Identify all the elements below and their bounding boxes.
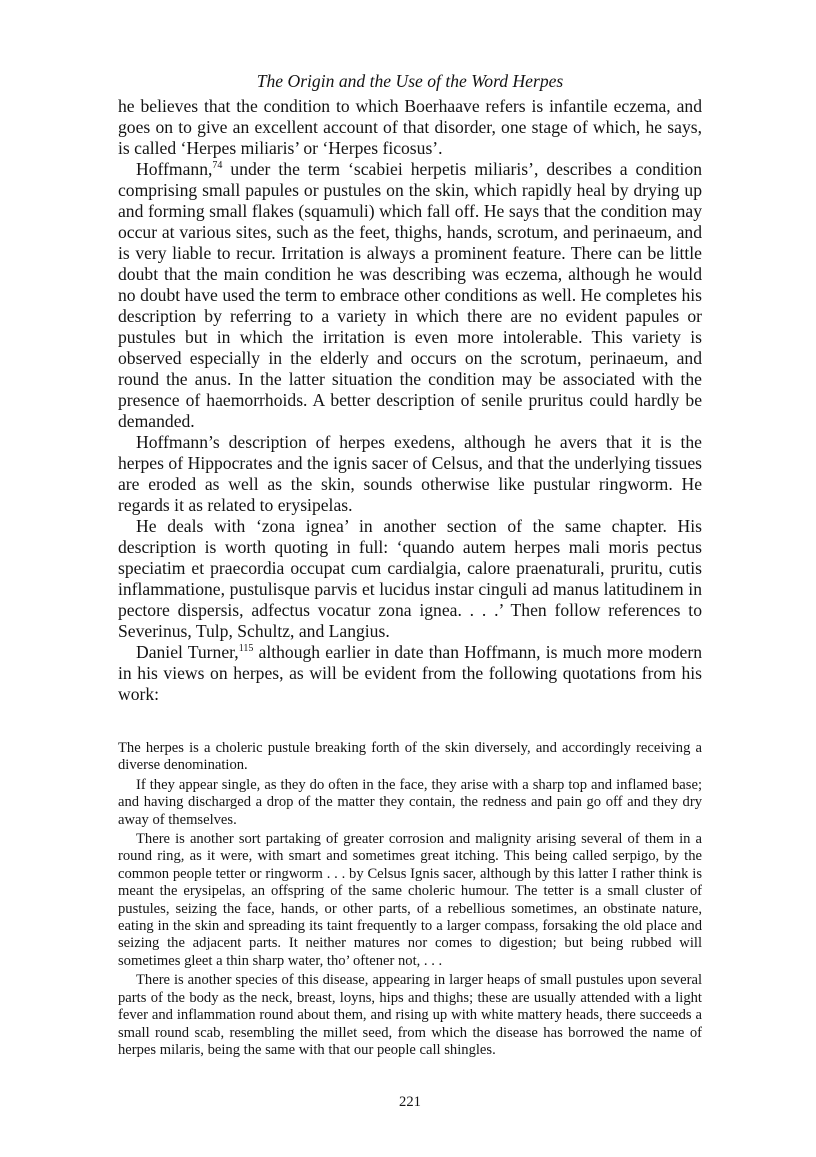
body-text <box>118 96 702 705</box>
paragraph-text: although earlier in date than Hoffmann, is much more modern in his views on herpes, as will be evident from the following quotations from his work: <box>118 642 702 704</box>
paragraph-5 <box>118 642 702 705</box>
quote-paragraph-3: There is another sort partaking of greater corrosion and malignity arising several of them in a round ring, as it were, with smart and sometimes great itching. This being called serpigo, by the common people tetter or ringworm . . . by Celsus Ignis sacer, although by this latter I rather think is meant the erysipelas, an offspring of the same choleric humour. The tetter is a small cluster of pustules, seizing the face, hands, or other parts, of a rebellious sometimes, an obstinate nature, eating in the skin and spreading its taint frequently to a larger compass, forsaking the old place and seizing the adjacent parts. It neither matures nor comes to digestion; but being rubbed will sometimes gleet a thin sharp water, tho’ oftener not, . . . <box>118 831 702 969</box>
page-number: 221 <box>399 1094 421 1110</box>
quote-paragraph-1: The herpes is a choleric pustule breaking forth of the skin diversely, and accordingly receiving a diverse denomination. <box>118 740 702 774</box>
quote-paragraph-2: If they appear single, as they do often in the face, they arise with a sharp top and inflamed base; and having discharged a drop of the matter they contain, the redness and pain go off and they dry away of themselves. <box>118 776 702 828</box>
paragraph-text: under the term ‘scabiei herpetis miliaris’, describes a condition comprising small papules or pustules on the skin, which rapidly heal by drying up and forming small flakes (squamuli) which fall off. He says that the condition may occur at various sites, such as the feet, thighs, hands, scrotum, and perinaeum, and is very liable to recur. Irritation is always a prominent feature. There can be little doubt that the main condition he was describing was eczema, although he would no doubt have used the term to embrace other conditions as well. He completes his description by referring to a variety in which there are no evident papules or pustules but in which the irritation is even more intolerable. This variety is observed especially in the elderly and occurs on the scrotum, perinaeum, and round the anus. In the latter situation the condition may be associated with the presence of haemorrhoids. A better description of senile pruritus could hardly be demanded. <box>118 159 702 431</box>
paragraph-2 <box>118 159 702 432</box>
author-name: Daniel Turner, <box>136 642 239 662</box>
running-head: The Origin and the Use of the Word Herpes <box>256 71 564 91</box>
paragraph-4: He deals with ‘zona ignea’ in another section of the same chapter. His description is worth quoting in full: ‘quando autem herpes mali moris pectus speciatim et praecordia occupat cum cardialgia, calore praenaturali, pruritu, cutis inflammatione, pustulisque parvis et lucidus instar cinguli ad manus latitudinem in pectore dispersis, adfectus vocatur zona ignea. . . .’ Then follow references to Severinus, Tulp, Schultz, and Langius. <box>118 516 702 641</box>
block-quote <box>118 740 702 1061</box>
reference-number: 74 <box>212 160 223 171</box>
quote-paragraph-4: There is another species of this disease, appearing in larger heaps of small pustules upon several parts of the body as the neck, breast, loyns, hips and thighs; these are usually attended with a light fever and inflammation round about them, and rising up with white mattery heads, there succeeds a small round scab, resembling the millet seed, from which the disease has borrowed the name of herpes milaris, being the same with that our people call shingles. <box>118 972 702 1058</box>
paragraph-3: Hoffmann’s description of herpes exedens, although he avers that it is the herpes of Hippocrates and the ignis sacer of Celsus, and that the underlying tissues are eroded as well as the skin, sounds otherwise like pustular ringworm. He regards it as related to erysipelas. <box>118 432 702 515</box>
author-name: Hoffmann, <box>136 159 213 179</box>
paragraph-1: he believes that the condition to which Boerhaave refers is infantile eczema, and goes on to give an excellent account of that disorder, one stage of which, he says, is called ‘Herpes miliaris’ or ‘Herpes ficosus’. <box>118 96 702 158</box>
reference-number: 115 <box>238 643 254 654</box>
